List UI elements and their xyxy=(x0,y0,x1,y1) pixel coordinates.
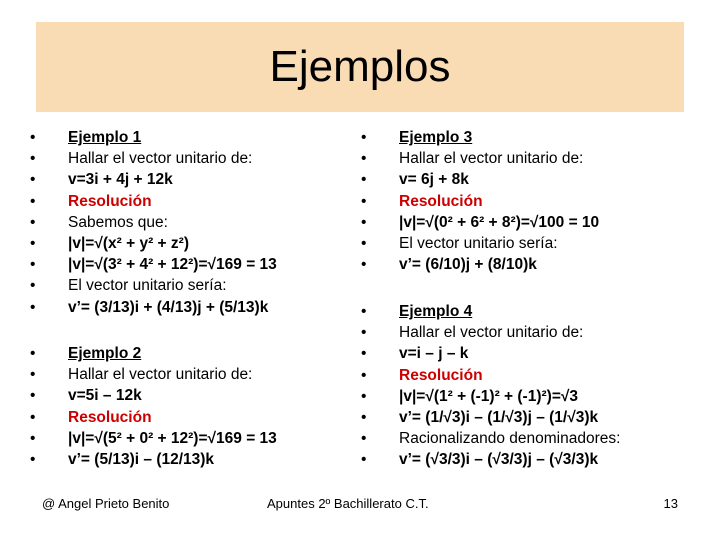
ejemplo4-line: • Resolución xyxy=(361,365,620,386)
ejemplo2-line: • |v|=√(5² + 0² + 12²)=√169 = 13 xyxy=(30,428,277,449)
ejemplo2-line: • Resolución xyxy=(30,407,277,428)
ejemplo1-line: • Hallar el vector unitario de: xyxy=(30,148,277,169)
ejemplo-1-list xyxy=(30,127,277,318)
ejemplo4-line: • v=i – j – k xyxy=(361,343,620,364)
ejemplo-4-list xyxy=(361,301,620,471)
ejemplo3-line: • El vector unitario sería: xyxy=(361,233,599,254)
ejemplo2-line: • Hallar el vector unitario de: xyxy=(30,364,277,385)
footer-author: @ Angel Prieto Benito xyxy=(42,496,170,511)
ejemplo1-line: • El vector unitario sería: xyxy=(30,275,277,296)
ejemplo4-line: • v’= (1/√3)i – (1/√3)j – (1/√3)k xyxy=(361,407,620,428)
footer-course: Apuntes 2º Bachillerato C.T. xyxy=(267,496,429,511)
ejemplo4-line: • v’= (√3/3)i – (√3/3)j – (√3/3)k xyxy=(361,449,620,470)
ejemplo3-line: • Hallar el vector unitario de: xyxy=(361,148,599,169)
ejemplo4-line: • |v|=√(1² + (-1)² + (-1)²)=√3 xyxy=(361,386,620,407)
ejemplo1-line: • Resolución xyxy=(30,191,277,212)
ejemplo3-line: • v= 6j + 8k xyxy=(361,169,599,190)
ejemplo3-line: • v’= (6/10)j + (8/10)k xyxy=(361,254,599,275)
footer-page-number: 13 xyxy=(663,496,678,511)
ejemplo4-line: • Hallar el vector unitario de: xyxy=(361,322,620,343)
ejemplo4-line: • Ejemplo 4 xyxy=(361,301,620,322)
ejemplo1-line: • Ejemplo 1 xyxy=(30,127,277,148)
slide-title: Ejemplos xyxy=(269,42,451,91)
ejemplo1-line: • v=3i + 4j + 12k xyxy=(30,169,277,190)
ejemplo-3-list xyxy=(361,127,599,275)
ejemplo2-line: • v’= (5/13)i – (12/13)k xyxy=(30,449,277,470)
ejemplo-2-list xyxy=(30,343,277,470)
ejemplo3-line: • |v|=√(0² + 6² + 8²)=√100 = 10 xyxy=(361,212,599,233)
title-band xyxy=(36,22,684,112)
ejemplo3-line: • Resolución xyxy=(361,191,599,212)
ejemplo4-line: • Racionalizando denominadores: xyxy=(361,428,620,449)
ejemplo2-line: • Ejemplo 2 xyxy=(30,343,277,364)
ejemplo1-line: • v’= (3/13)i + (4/13)j + (5/13)k xyxy=(30,297,277,318)
ejemplo1-line: • |v|=√(3² + 4² + 12²)=√169 = 13 xyxy=(30,254,277,275)
ejemplo3-line: • Ejemplo 3 xyxy=(361,127,599,148)
ejemplo1-line: • Sabemos que: xyxy=(30,212,277,233)
ejemplo1-line: • |v|=√(x² + y² + z²) xyxy=(30,233,277,254)
ejemplo2-line: • v=5i – 12k xyxy=(30,385,277,406)
